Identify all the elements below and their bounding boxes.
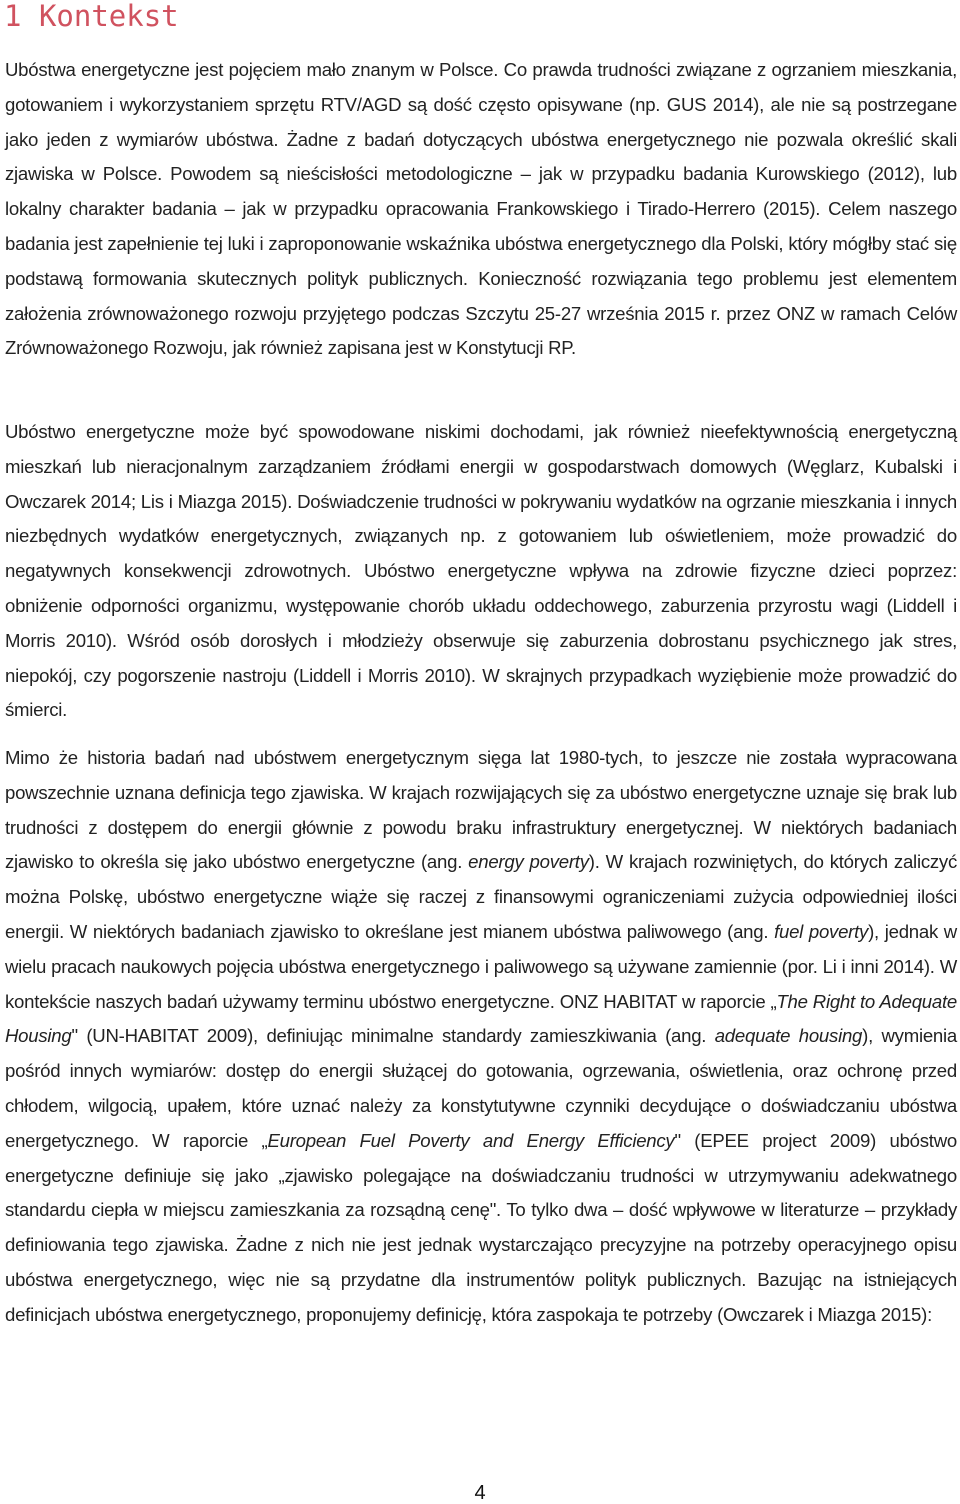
- text-run: " (EPEE project 2009) ubóstwo energetyczne definiuje się jako „zjawisko polegające na doświadczaniu trudności w utrzymywaniu adekwatnego standardu ciepła w miejscu zamieszkania za rozsądną cenę". To tylko dwa – dość wpływowe w literaturze – przykłady definiowania tego zjawiska. Żadne z nich nie jest jednak wystarczająco precyzyjne na potrzeby operacyjnego opisu ubóstwa energetycznego, więc nie są przydatne dla instrumentów polityk publicznych. Bazując na istniejących definicjach ubóstwa energetycznego, proponujemy definicję, która zaspokaja te potrzeby (Owczarek i Miazga 2015):: [5, 1129, 957, 1325]
- text-run: Mimo że historia badań nad ubóstwem energetycznym sięga lat 1980-tych, to jeszcze nie została wypracowana powszechnie uznana definicja tego zjawiska. W krajach rozwijających się za ubóstwo energetyczne uznaje się brak lub trudności z dostępem do energii głównie z powodu braku infrastruktury energetycznej. W niektórych badaniach zjawisko to określa się jako ubóstwo energetyczne (ang.: [5, 747, 957, 873]
- text-run: ). W krajach rozwiniętych, do których zaliczyć można Polskę, ubóstwo energetyczne wiąże się raczej z finansowymi ograniczeniami zużycia odpowiedniej ilości energii. W niektórych badaniach zjawisko to określane jest mianem ubóstwa paliwowego (ang.: [5, 851, 958, 942]
- paragraph-context-intro: Ubóstwa energetyczne jest pojęciem mało znanym w Polsce. Co prawda trudności związane z ogrzaniem mieszkania, gotowaniem i wykorzystaniem sprzętu RTV/AGD są dość często opisywane (np. GUS 2014), ale nie są postrzegane jako jeden z wymiarów ubóstwa. Żadne z badań dotyczących ubóstwa energetycznego nie pozwala określić skali zjawiska w Polsce. Powodem są nieścisłości metodologiczne – jak w przypadku badania Kurowskiego (2012), lub lokalny charakter badania – jak w przypadku opracowania Frankowskiego i Tirado-Herrero (2015). Celem naszego badania jest zapełnienie tej luki i zaproponowanie wskaźnika ubóstwa energetycznego dla Polski, który mógłby stać się podstawą formowania skutecznych polityk publicznych. Konieczność rozwiązania tego problemu jest elementem założenia zrównoważonego rozwoju przyjętego podczas Szczytu 25-27 września 2015 r. przez ONZ w ramach Celów Zrównoważonego Rozwoju, jak również zapisana jest w Konstytucji RP.: [5, 59, 957, 359]
- section-number: 1: [4, 0, 22, 33]
- italic-report-title-epee: European Fuel Poverty and Energy Efficiency: [267, 1129, 675, 1151]
- italic-term-fuel-poverty: fuel poverty: [774, 920, 869, 942]
- text-run: ), wymienia pośród innych wymiarów: dostęp do energii służącej do gotowania, ogrzewania, oświetlenia, oraz ochronę przed chłodem, wilgocią, upałem, które uznać należy za konstytutywne czynniki decydujące o doświadczaniu ubóstwa energetycznego. W raporcie „: [5, 1025, 957, 1151]
- section-heading: [4, 0, 179, 36]
- section-title: Kontekst: [38, 0, 179, 33]
- italic-report-title-right-to-housing: The Right to Adequate Housing: [5, 990, 957, 1047]
- italic-term-energy-poverty: energy poverty: [468, 851, 589, 873]
- paragraph-definitions: [5, 741, 957, 1333]
- text-run: " (UN-HABITAT 2009), definiując minimalne standardy zamieszkiwania (ang.: [71, 1025, 715, 1047]
- page-number: 4: [474, 1482, 486, 1504]
- text-run: ), jednak w wielu pracach naukowych pojęcia ubóstwa energetycznego i paliwowego są używane zamiennie (por. Li i inni 2014). W kontekście naszych badań używamy terminu ubóstwo energetyczne. ONZ HABITAT w raporcie „: [5, 920, 957, 1012]
- paragraph-causes-effects: Ubóstwo energetyczne może być spowodowane niskimi dochodami, jak również nieefektywnością energetyczną mieszkań lub nieracjonalnym zarządzaniem źródłami energii w gospodarstwach domowych (Węglarz, Kubalski i Owczarek 2014; Lis i Miazga 2015). Doświadczenie trudności w pokrywaniu wydatków na ogrzanie mieszkania i innych niezbędnych wydatków energetycznych, związanych np. z gotowaniem lub oświetleniem, może prowadzić do negatywnych konsekwencji zdrowotnych. Ubóstwo energetyczne wpływa na zdrowie fizyczne dzieci poprzez: obniżenie odporności organizmu, występowanie chorób układu oddechowego, zaburzenia przyrostu wagi (Liddell i Morris 2010). Wśród osób dorosłych i młodzieży obserwuje się zaburzenia dobrostanu psychicznego jak stres, niepokój, czy pogorszenie nastroju (Liddell i Morris 2010). W skrajnych przypadkach wyziębienie może prowadzić do śmierci.: [5, 421, 957, 721]
- italic-term-adequate-housing: adequate housing: [714, 1025, 863, 1047]
